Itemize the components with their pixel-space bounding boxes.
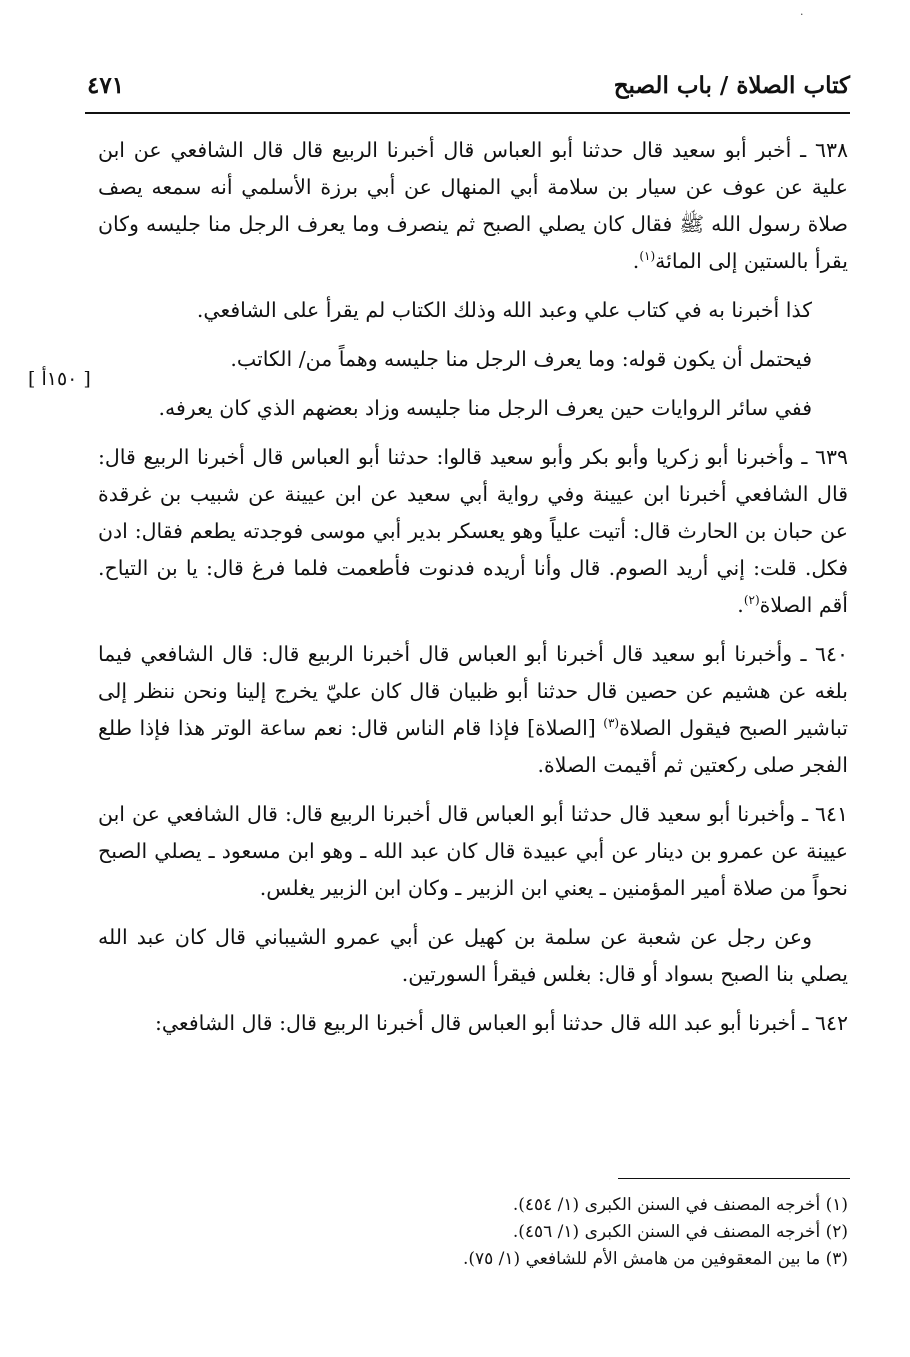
paragraph-639: ٦٣٩ ـ وأخبرنا أبو زكريا وأبو بكر وأبو سعيد قالوا: حدثنا أبو العباس قال أخبرنا الربيع قال: قال الشافعي أخبرنا ابن عيينة وفي رواية أبي سعيد عن ابن عيينة عن شبيب بن غرقدة عن حبان بن الحارث قال: أتيت علياً وهو يعسكر بدير أبي موسى فوجدته يطعم فقال: ادن فكل. قلت: إني أريد الصوم. قال وأنا أريده فدنوت فأطعمت فلما فرغ قال: يا بن التياح. أقم الصلاة$^{(٢)}$.: [98, 445, 848, 617]
paragraph-note-1: كذا أخبرنا به في كتاب علي وعبد الله وذلك الكتاب لم يقرأ على الشافعي.: [196, 298, 812, 322]
footnote-ref-3: (٣): [603, 716, 620, 731]
footnote-ref-2: (٢): [743, 593, 760, 608]
footnote-3: (٣) ما بين المعقوفين من هامش الأم للشافعي (١/ ٧٥).: [462, 1249, 848, 1269]
paragraph-641-continued: وعن رجل عن شعبة عن سلمة بن كهيل عن أبي عمرو الشيباني قال كان عبد الله يصلي بنا الصبح بسواد أو قال: بغلس فيقرأ السورتين.: [98, 925, 848, 986]
page-header: [85, 68, 850, 114]
footnotes: [100, 1192, 848, 1273]
paragraph-640: ٦٤٠ ـ وأخبرنا أبو سعيد قال أخبرنا أبو العباس قال أخبرنا الربيع قال: قال الشافعي فيما بلغه عن هشيم عن حصين قال حدثنا أبو ظبيان قال كان عليّ يخرج إلينا ونحن ننظر إلى تباشير الصبح فيقول الصلاة$^{(٣)}$ [الصلاة] فإذا قام الناس قال: نعم ساعة الوتر هذا فإذا طلع الفجر صلى ركعتين ثم أقيمت الصلاة.: [98, 642, 848, 777]
running-title: كتاب الصلاة / باب الصبح: [613, 72, 850, 99]
footnote-ref-1: (١): [639, 249, 656, 264]
paragraph-641: ٦٤١ ـ وأخبرنا أبو سعيد قال حدثنا أبو العباس قال أخبرنا الربيع قال: قال الشافعي عن ابن عيينة عن عمرو بن دينار عن أبي عبيدة قال كان عبد الله ـ وهو ابن مسعود ـ يصلي الصبح نحواً من صلاة أمير المؤمنين ـ يعني ابن الزبير ـ وكان ابن الزبير يغلس.: [98, 802, 848, 900]
paragraph-note-3: ففي سائر الروايات حين يعرف الرجل منا جليسه وزاد بعضهم الذي كان يعرفه.: [158, 396, 812, 420]
paragraph-638: ٦٣٨ ـ أخبر أبو سعيد قال حدثنا أبو العباس قال أخبرنا الربيع قال قال الشافعي عن ابن علية عن عوف عن سيار بن سلامة أبي المنهال عن أبي برزة الأسلمي أنه سمعه يصف صلاة رسول الله ﷺ فقال كان يصلي الصبح ثم ينصرف وما يعرف الرجل منا جليسه وكان يقرأ بالستين إلى المائة$^{(١)}$.: [98, 138, 848, 273]
manuscript-folio-marker: [ ١٥٠أ ]: [28, 368, 91, 390]
footnote-divider: [618, 1178, 850, 1179]
page-number: ٤٧١: [87, 72, 125, 99]
footnote-1: (١) أخرجه المصنف في السنن الكبرى (١/ ٤٥٤).: [512, 1195, 848, 1215]
paragraph-642: ٦٤٢ ـ أخبرنا أبو عبد الله قال حدثنا أبو العباس قال أخبرنا الربيع قال: قال الشافعي:: [154, 1011, 848, 1035]
footnote-2: (٢) أخرجه المصنف في السنن الكبرى (١/ ٤٥٦).: [512, 1222, 848, 1242]
scan-mark: ·: [800, 8, 804, 21]
paragraph-note-2: فيحتمل أن يكون قوله: وما يعرف الرجل منا جليسه وهماً من/ الكاتب.: [230, 347, 812, 371]
body-text: [98, 132, 848, 1054]
